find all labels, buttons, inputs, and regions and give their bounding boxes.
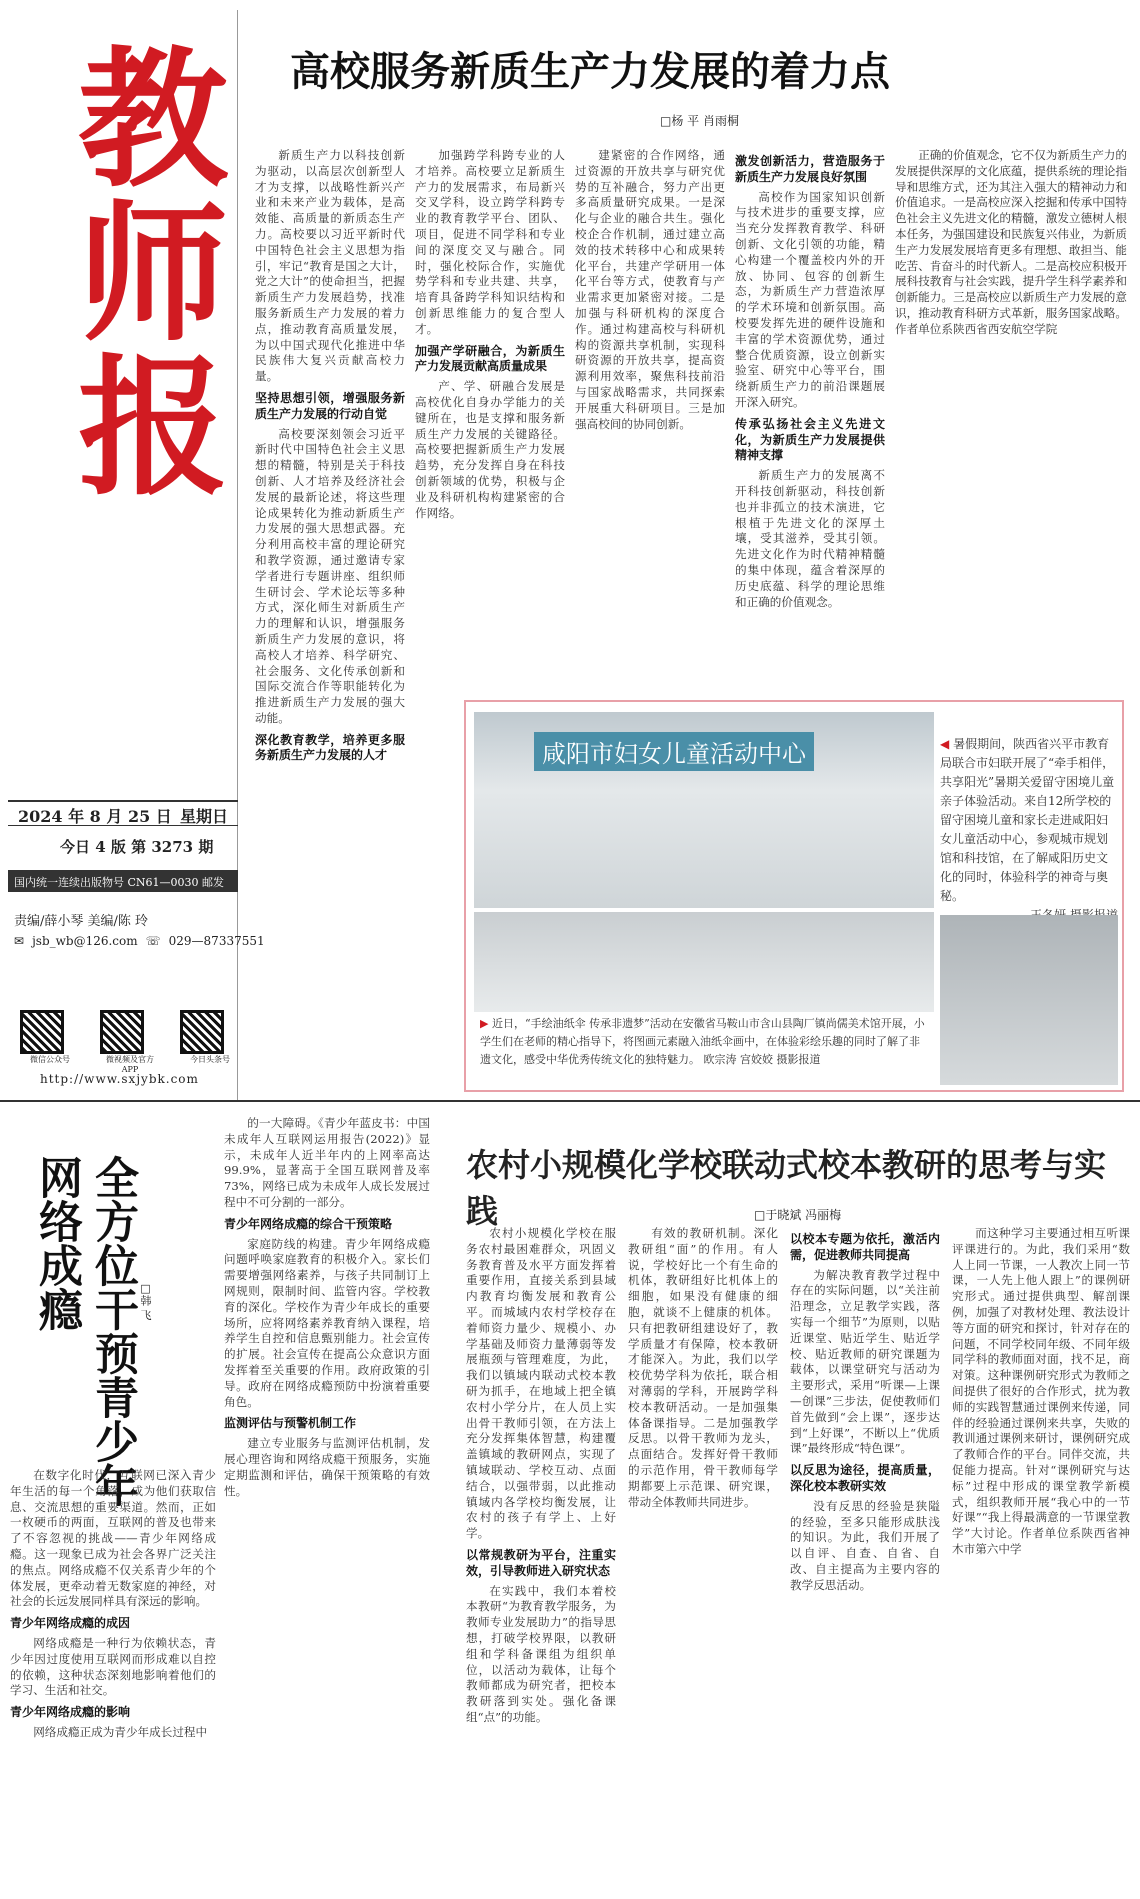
subhead: 青少年网络成瘾的综合干预策略 <box>224 1216 393 1231</box>
photo-painting-child <box>940 915 1118 1085</box>
email-link[interactable]: jsb_wb@126.com <box>32 934 138 948</box>
photo-caption-2: ▶ 近日，“手绘油纸伞 传承非遗梦”活动在安徽省马鞍山市含山县陶厂镇尚儒美术馆开展，小学生们在老师的精心指导下，将图画元素融入油纸伞画中，在体验彩绘乐趣的同时了解了非遗文化，感受中华优秀传统文化的独特魅力。 欧宗涛 宫姣姣 摄影报道 <box>480 1017 925 1066</box>
photo-credit-2: 欧宗涛 宫姣姣 摄影报道 <box>703 1053 821 1066</box>
qr-code-icon <box>180 1010 224 1054</box>
caption-marker-icon: ◀ <box>940 737 950 751</box>
publication-code: 国内统一连续出版物号 CN61—0030 邮发代号 51—8 <box>8 870 238 892</box>
subhead: 传承弘扬社会主义先进文化，为新质生产力发展提供精神支撑 <box>735 416 885 463</box>
subhead: 青少年网络成瘾的影响 <box>10 1705 131 1720</box>
article1-col3: 建紧密的合作网络，通过资源的开放共享与研究优势的互补融合，努力产出更多高质量研究成果。一是深化与企业的融合共生。强化校企合作机制，通过建立高效的技术转移中心和成果转化平台，共建产学研用一体化平台等方式，使教育与产业需求更加紧密对接。二是加强与科研机构的深度合作。通过构建高校与科研机构的资源共享机制，实现科研资源的开放共享，提高资源利用效率，聚焦科技前沿与国家战略需求，共同探索开展重大科研项目。三是加强高校间的协同创新。 <box>575 148 725 431</box>
subhead: 青少年网络成瘾的成因 <box>10 1616 131 1631</box>
article3-col2: 有效的教研机制。深化教研组“面”的作用。有人说，学校好比一个有生命的机体，教研组好比机体上的细胞，如果没有健康的细胞，就谈不上健康的机体。只有把教研组建设好了，教学质量才有保障，校本教研才能深入。为此，我们以学校优势学科为依托，联合相对薄弱的学科，开展跨学科校本教研活动。一是加强集体备课指导。二是加强教学反思。以骨干教师为龙头，点面结合。发挥好骨干教师的示范作用，骨干教师每学期都要上示范课、研究课，带动全体教师共同进步。 <box>628 1226 778 1509</box>
article1-col1: 新质生产力以科技创新为驱动，以高层次创新型人才为支撑，以战略性新兴产业和未来产业为载体，是高效能、高质量的新质态生产力。高校要以习近平新时代中国特色社会主义思想为指引，牢记“教育是国之大计，党之大计”的使命担当，把握新质生产力发展趋势，找准服务新质生产力发展的着力点，推动教育高质量发展，为以中国式现代化推进中华民族伟大复兴贡献高校力量。 坚持思想引领，增强服务新质生产力发展的行动自觉 高校要深刻领会习近平新时代中国特色社会主义思想的精髓，特别是关于科技创新、人才培养及经济社会发展的最新论述，将这些理论成果转化为推动新质生产力发展的强大思想武器。充分利用高校丰富的理论研究和教学资源，通过邀请专家学者进行专题讲座、组织师生研讨会、学术论坛等多种方式，深化师生对新质生产力的理解和认识，增强服务新质生产力发展的意识，将高校人才培养、科学研究、社会服务、文化传承创新和国际交流合作等职能转化为推进新质生产力发展的强大动能。 深化教育教学，培养更多服务新质生产力发展的人才 <box>255 148 405 763</box>
photo-children-center <box>474 712 934 908</box>
photo-umbrella-activity <box>474 912 934 1012</box>
masthead-title: 教师报 <box>52 40 228 502</box>
article3-headline: 农村小规模化学校联动式校本教研的思考与实践 <box>466 1146 1107 1230</box>
caption-marker-icon: ▶ <box>480 1017 489 1030</box>
issue-weekday: 星期日 <box>179 807 228 826</box>
article2-author: □韩 飞 <box>139 1282 152 1321</box>
subhead: 以常规教研为平台，注重实效，引导教师进入研究状态 <box>466 1547 616 1578</box>
article3-col4: 而这种学习主要通过相互听课评课进行的。为此，我们采用“数人上同一节课，一人教次上同一节课，一人先上他人跟上”的课例研究形式。通过提供典型、解剖课例，加强了对教材处理、教法设计等方面的研究和探讨，针对存在的问题，不同学校同年级、不同年级同学科的教师面对面，找不足，商对策。这种课例研究形式为教师之间提供了很好的合作形式，扰为教师的实践智慧通过课例来传递，同伴的经验通过课例来共享，失败的教训通过课例来研讨，课例研究成了教师合作的平台。同伴交流，共促能力提高。针对“课例研究与达标”过程中形成的课堂教学新模式，组织教师开展“我心中的一节好课”“我上得最满意的一节课堂教学”大讨论。作者单位系陕西省神木市第六中学 <box>952 1226 1130 1556</box>
editors: 责编/薛小琴 美编/陈 玲 <box>14 914 149 929</box>
article1-col5: 正确的价值观念，它不仅为新质生产力的发展提供深厚的文化底蕴，提供系统的理论指导和思维方式，还为其注入强大的精神动力和价值追求。一是高校应深入挖掘和传承中国特色社会主义先进文化的精髓，激发立德树人根本任务，为强国建设和民族复兴伟业，为新质生产力发展发展培育更多有理想、敢担当、能吃苦、肯奋斗的时代新人。二是高校应积极开展科技教育与社会实践，提升学生科学素养和创新能力。三是高校应以新质生产力发展的意识，推动教育科研方式革新，服务国家战略。作者单位系陕西省西安航空学院 <box>895 148 1127 336</box>
article1-col4: 激发创新活力，营造服务于新质生产力发展良好氛围 高校作为国家知识创新与技术进步的重要支撑，应当充分发挥教育教学、科研创新、文化引领的功能，精心构建一个覆盖校内外的开放、协同、包容的创新生态，为新质生产力营造浓厚的学术环境和创新氛围。高校要发挥先进的硬件设施和丰富的学术资源优势，通过整合优质资源，设立创新实验室、研究中心等平台，围绕新质生产力的前沿课题展开深入研究。 传承弘扬社会主义先进文化，为新质生产力发展提供精神支撑 新质生产力的发展离不开科技创新驱动，科技创新也并非孤立的技术演进，它根植于先进文化的深厚土壤，受其滋养，受其引领。先进文化作为时代精神精髓的集中体现，蕴含着深厚的历史底蕴、科学的理论思维和正确的价值观念。 <box>735 154 885 609</box>
issue-number: 第 3273 期 <box>131 838 214 856</box>
article2-title: 全方位干预青少年网络成瘾 <box>31 1155 138 1507</box>
subhead: 激发创新活力，营造服务于新质生产力发展良好氛围 <box>735 154 885 184</box>
phone-number: 029—87337551 <box>168 934 265 948</box>
subhead: 坚持思想引领，增强服务新质生产力发展的行动自觉 <box>255 390 405 421</box>
issue-date: 2024 年 8 月 25 日 <box>18 807 172 826</box>
contact-info <box>14 934 265 948</box>
article2-col2: 的一大障碍。《青少年蓝皮书：中国未成年人互联网运用报告(2022)》显示，未成年人近半年内的上网率高达99.9%，显著高于全国互联网普及率73%，网络已成为未成年人成长发展过程中不可分割的一部分。 青少年网络成瘾的综合干预策略 家庭防线的构建。青少年网络成瘾问题呼唤家庭教育的积极介入。家长们需要增强网络素养，与孩子共同制订上网规则，限制时间、监管内容。学校教育的深化。学校作为青少年成长的重要场所，应将网络素养教育纳入课程，培养学生自控和信息甄别能力。社会宣传的扩展。社会宣传在提高公众意识方面发挥着至关重要的作用。政府政策的引导。政府在网络成瘾预防中扮演着重要角色。 监测评估与预警机制工作 建立专业服务与监测评估机制，发展心理咨询和网络成瘾干预服务，实施定期监测和评估，确保干预策略的有效性。 <box>224 1116 430 1498</box>
subhead: 深化教育教学，培养更多服务新质生产力发展的人才 <box>255 732 405 763</box>
article3-col1: 农村小规模化学校在服务农村最困难群众，巩固义务教育普及水平方面发挥着重要作用，直接关系到县域内教育均衡发展和教育公平。而城域内农村学校存在着师资力量少、规模小、办学基础及师资力量薄弱等发展瓶颈与管理难度，为此，我们以镇域内联动式校本教研为抓手，在地域上把全镇农村小学分片，在人员上实出骨干教师引领，在方法上充分发挥集体智慧，构建覆盖镇域的教研网点，实现了镇域联动、学校互动、点面结合，以强带弱，以此推动镇域内各学校均衡发展，让农村的孩子有学上、上好学。 以常规教研为平台，注重实效，引导教师进入研究状态 在实践中，我们本着校本教研“为教育教学服务，为教师专业发展助力”的指导思想，打破学校界限，以教研组和学科备课组为组织单位，以活动为载体，让每个教师都成为研究者，把校本教研落到实处。强化备课组“点”的功能。 <box>466 1226 616 1724</box>
article3-col3: 以校本专题为依托，激活内需，促进教师共同提高 为解决教育教学过程中存在的实际问题，以“关注前沿理念，立足教学实践，落实每一个细节”为原则，以贴近课堂、贴近学生、贴近学校、贴近教师的研究课题为载体，以课堂研究与活动为主要形式，采用“听课—上课—创课”三步法，促使教师们首先做到“会上课”，逐步达到“上好课”，不断以上“优质课”最终形成“特色课”。 以反思为途径，提高质量，深化校本教研实效 没有反思的经验是狭隘的经验，至多只能形成肤浅的知识。为此，我们开展了以自评、自查、自省、自改、自主提高为主要内容的教学反思活动。 <box>790 1232 940 1592</box>
photo-sign: 咸阳市妇女儿童活动中心 <box>534 732 814 771</box>
qr-app[interactable]: 微视频及官方APP <box>100 1010 160 1074</box>
subhead: 以校本专题为依托，激活内需，促进教师共同提高 <box>790 1232 940 1262</box>
article1-col2: 加强跨学科跨专业的人才培养。高校要立足新质生产力的发展需求，布局新兴交叉学科，设立跨学科跨专业的教育教学平台、团队、项目，促进不同学科和专业间的深度交叉与融合。同时，强化校际合作，实施优势学科和专业共建、共享，培育具备跨学科知识结构和创新思维能力的复合型人才。 加强产学研融合，为新质生产力发展贡献高质量成果 产、学、研融合发展是高校优化自身办学能力的关键所在，也是支撑和服务新质生产力发展的关键路径。高校要把握新质生产力发展趋势，充分发挥自身在科技创新领域的优势，积极与企业及科研机构构建紧密的合作网络。 <box>415 148 565 520</box>
page-count: 今日 4 版 <box>60 838 126 856</box>
phone-icon: ☏ <box>145 934 161 948</box>
website-link[interactable]: http://www.sxjybk.com <box>40 1072 199 1086</box>
subhead: 监测评估与预警机制工作 <box>224 1416 357 1431</box>
article3-byline: □于晓斌 冯丽梅 <box>754 1208 842 1222</box>
qr-code-icon <box>100 1010 144 1054</box>
subhead: 以反思为途径，提高质量，深化校本教研实效 <box>790 1463 940 1493</box>
email-icon: ✉ <box>14 934 25 948</box>
article1-byline: □杨 平 肖雨桐 <box>660 114 739 128</box>
article2-col1: 在数字化时代，互联网已深入青少年生活的每一个角落，成为他们获取信息、交流思想的重要渠道。然而，正如一枚硬币的两面，互联网的普及也带来了不容忽视的挑战——青少年网络成瘾。这一现象已成为社会各界广泛关注的焦点。网络成瘾不仅关系青少年的个体发展，更牵动着无数家庭的神经，对社会的长远发展同样具有深远的影响。 青少年网络成瘾的成因 网络成瘾是一种行为依赖状态，青少年因过度使用互联网而形成难以自控的依赖，这种状态深刻地影响着他们的学习、生活和社交。 青少年网络成瘾的影响 网络成瘾正成为青少年成长过程中 <box>10 1468 216 1739</box>
article1-headline: 高校服务新质生产力发展的着力点 <box>290 49 890 95</box>
subhead: 加强产学研融合，为新质生产力发展贡献高质量成果 <box>415 343 565 374</box>
section-divider <box>0 1100 1140 1102</box>
qr-codes <box>20 1010 240 1074</box>
issue-info <box>60 836 213 857</box>
masthead-date-bar <box>8 800 238 826</box>
qr-wechat[interactable]: 微信公众号 <box>20 1010 80 1074</box>
qr-code-icon <box>20 1010 64 1054</box>
photo-caption-1: ◀ 暑假期间，陕西省兴平市教育局联合市妇联开展了“牵手相伴，共享阳光”暑期关爱留守困境儿童亲子体验活动。来自12所学校的留守困境儿童和家长走进咸阳妇女儿童活动中心，参观城市规划馆和科技馆，在了解咸阳历史文化的同时，体验科学的神奇与奥秘。 <box>940 735 1118 925</box>
qr-toutiao[interactable]: 今日头条号 <box>180 1010 240 1074</box>
